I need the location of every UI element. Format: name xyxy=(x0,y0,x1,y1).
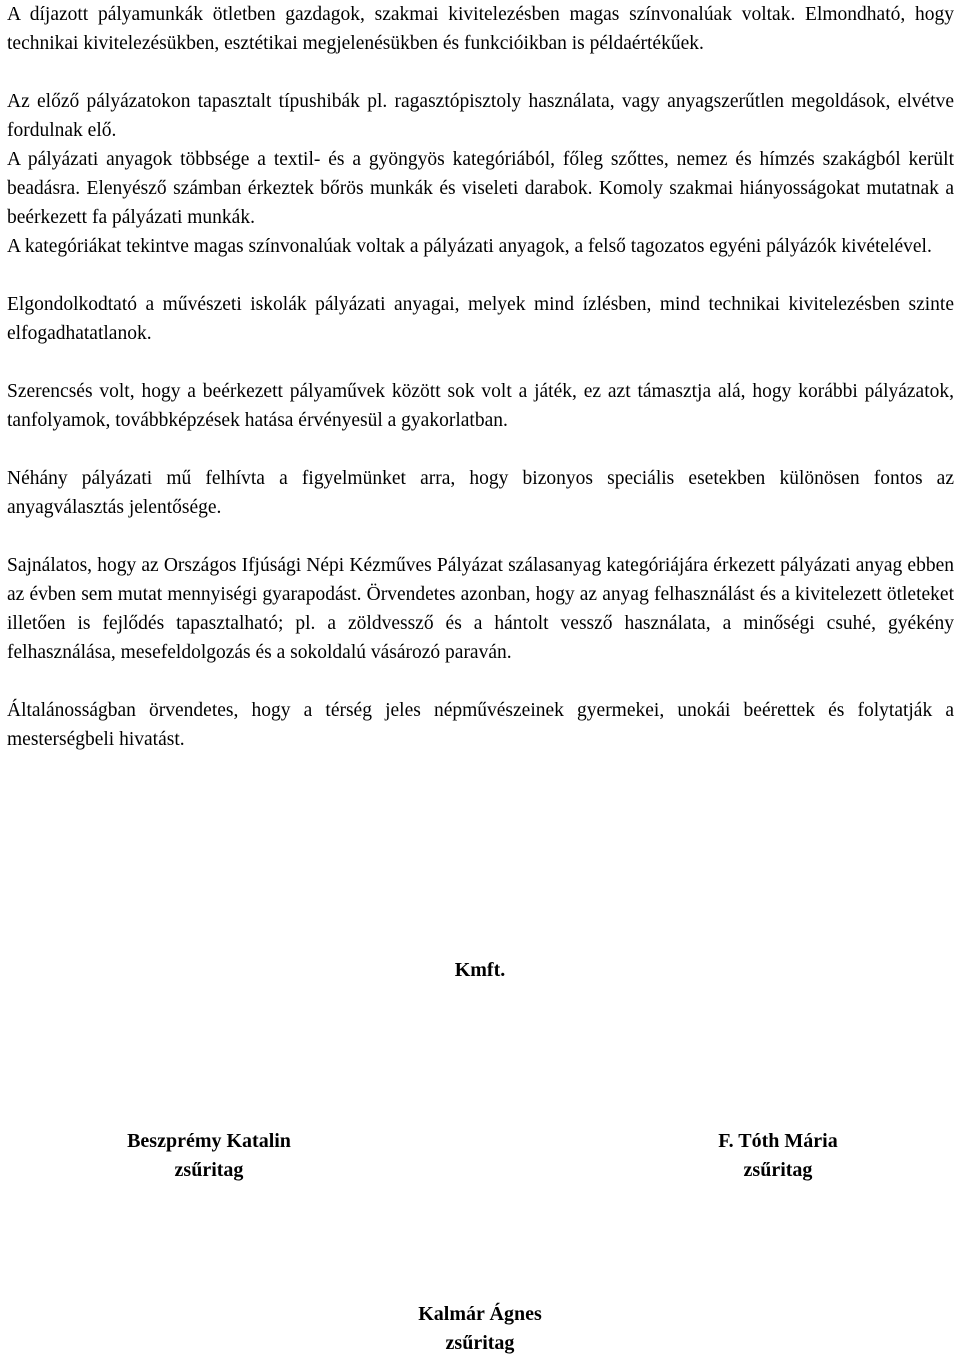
signature-role: zsűritag xyxy=(174,1159,244,1181)
paragraph-gap xyxy=(7,348,954,377)
signature-block xyxy=(380,1300,580,1358)
paragraph-fiber-category: Sajnálatos, hogy az Országos Ifjúsági Népi Kézműves Pályázat szálasanyag kategóriájára érkezett pályázati anyag ebben az évben sem mutat mennyiségi gyarapodást. Örvendetes azonban, hogy az anyag felhasználást és a kivitelezett ötleteket illetően is fejlődés tapasztalható; pl. a zöldvessző és a hántolt vessző használata, a minőségi csuhé, gyékény felhasználása, mesefeldolgozás és a sokoldalú vásározó paraván. xyxy=(7,555,954,663)
signature-name: Kalmár Ágnes xyxy=(418,1303,542,1325)
paragraph-gap xyxy=(7,667,954,696)
paragraph-toys: Szerencsés volt, hogy a beérkezett pályaművek között sok volt a játék, ez azt támasztja alá, hogy korábbi pályázatok, tanfolyamok, továbbképzések hatása érvényesül a gyakorlatban. xyxy=(7,381,954,431)
paragraph-art-schools: Elgondolkodtató a művészeti iskolák pályázati anyagai, melyek mind ízlésben, mind technikai kivitelezésben szinte elfogadhatatlanok. xyxy=(7,294,954,344)
signature-role: zsűritag xyxy=(445,1332,515,1354)
paragraph-typical-errors: Az előző pályázatokon tapasztalt típushibák pl. ragasztópisztoly használata, vagy anyagszerűtlen megoldások, elvétve fordulnak elő. xyxy=(7,91,954,141)
paragraph-categories: A pályázati anyagok többsége a textil- és a gyöngyös kategóriából, főleg szőttes, nemez és hímzés szakágból került beadásra. Elenyésző számban érkeztek bőrös munkák és viseleti darabok. Komoly szakmai hiányosságokat mutatnak a beérkezett fa pályázati munkák. xyxy=(7,149,954,228)
signature-block xyxy=(100,1127,318,1185)
paragraph-material-choice: Néhány pályázati mű felhívta a figyelmünket arra, hogy bizonyos speciális esetekben különösen fontos az anyagválasztás jelentősége. xyxy=(7,468,954,518)
closing-kmft: Kmft. xyxy=(454,959,506,981)
paragraph-quality: A kategóriákat tekintve magas színvonalúak voltak a pályázati anyagok, a felső tagozatos egyéni pályázók kivételével. xyxy=(7,236,932,257)
signature-name: F. Tóth Mária xyxy=(718,1130,838,1152)
paragraph-gap xyxy=(7,58,954,87)
paragraph-gap xyxy=(7,435,954,464)
signature-role: zsűritag xyxy=(743,1159,813,1181)
paragraph-awarded-works: A díjazott pályamunkák ötletben gazdagok, szakmai kivitelezésben magas színvonalúak voltak. Elmondható, hogy technikai kivitelezésükben, esztétikai megjelenésükben és funkcióikban is példaértékűek. xyxy=(7,4,954,54)
signature-block xyxy=(680,1127,876,1185)
paragraph-gap xyxy=(7,261,954,290)
paragraph-gap xyxy=(7,522,954,551)
paragraph-conclusion: Általánosságban örvendetes, hogy a térség jeles népművészeinek gyermekei, unokái beérettek és folytatják a mesterségbeli hivatást. xyxy=(7,700,954,750)
document-body xyxy=(7,0,954,754)
signature-name: Beszprémy Katalin xyxy=(127,1130,291,1152)
